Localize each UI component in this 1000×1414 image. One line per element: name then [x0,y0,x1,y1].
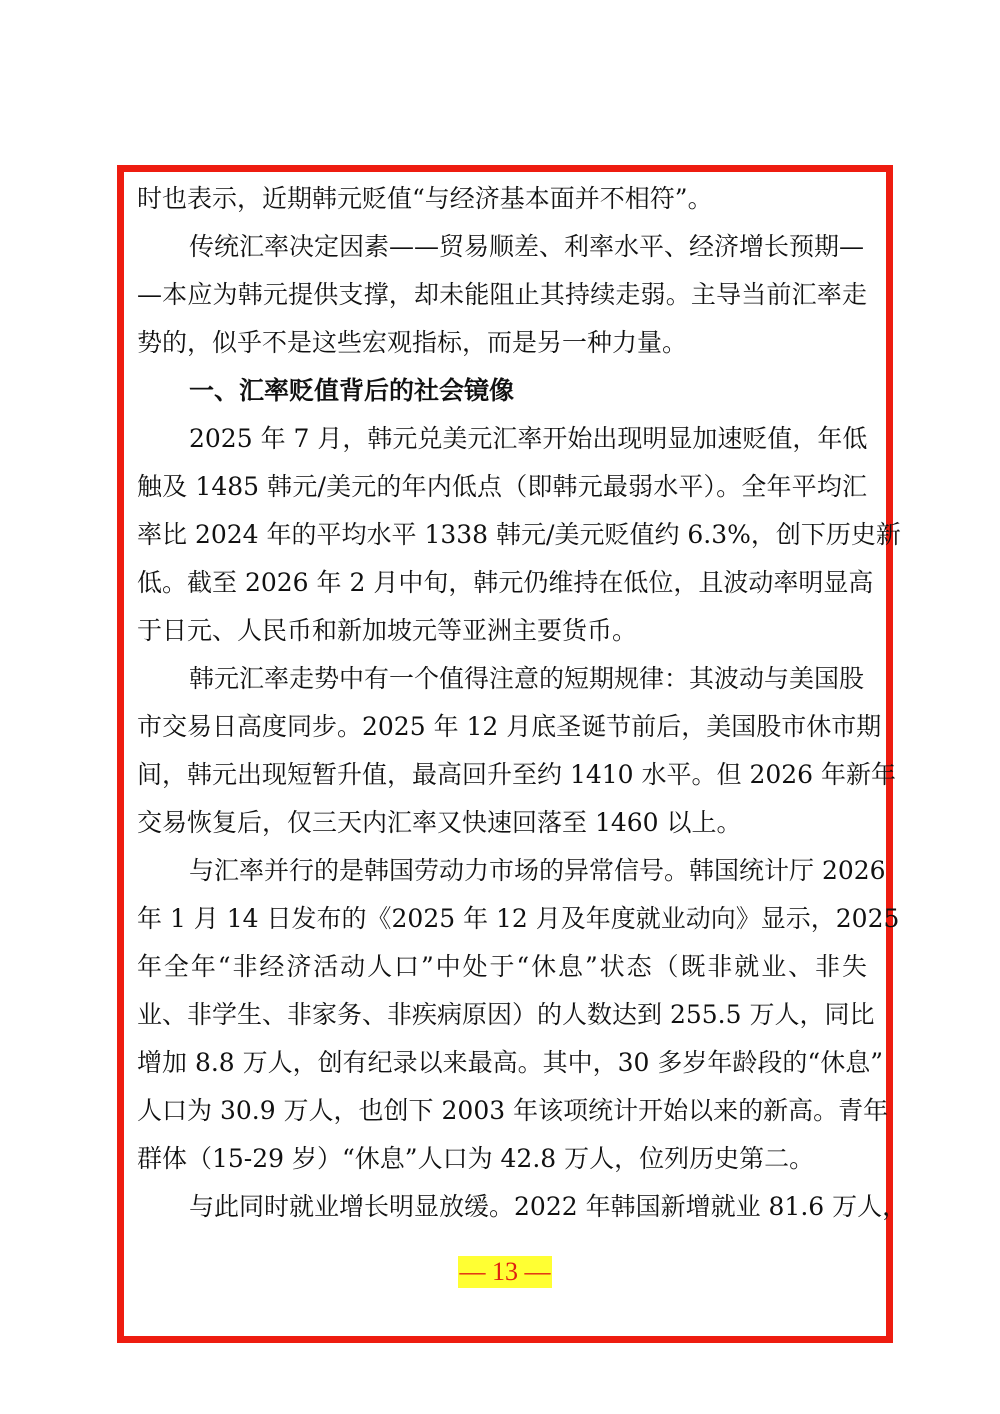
text-line: 传统汇率决定因素——贸易顺差、利率水平、经济增长预期— [189,232,865,261]
text-line: 2025 年 7 月，韩元兑美元汇率开始出现明显加速贬值，年低 [189,424,868,453]
text-line: 于日元、人民币和新加坡元等亚洲主要货币。 [137,616,638,645]
text-line: 交易恢复后，仅三天内汇率又快速回落至 1460 以上。 [137,808,742,837]
text-line: 年全年“非经济活动人口”中处于“休息”状态（既非就业、非失 [137,952,867,981]
text-line: 触及 1485 韩元/美元的年内低点（即韩元最弱水平）。全年平均汇 [137,472,867,501]
document-body [137,175,908,1231]
text-line: 增加 8.8 万人，创有纪录以来最高。其中，30 多岁年龄段的“休息” [137,1048,883,1077]
text-line: 韩元汇率走势中有一个值得注意的短期规律：其波动与美国股 [189,664,865,693]
text-line: 群体（15-29 岁）“休息”人口为 42.8 万人，位列历史第二。 [137,1144,815,1173]
text-line: 低。截至 2026 年 2 月中旬，韩元仍维持在低位，且波动率明显高 [137,568,874,597]
text-line: 业、非学生、非家务、非疾病原因）的人数达到 255.5 万人，同比 [137,1000,875,1029]
text-line: 间，韩元出现短暂升值，最高回升至约 1410 水平。但 2026 年新年 [137,760,897,789]
text-line: 时也表示，近期韩元贬值“与经济基本面并不相符”。 [137,184,713,213]
section-heading: 一、汇率贬值背后的社会镜像 [189,376,515,405]
text-line: 与汇率并行的是韩国劳动力市场的异常信号。韩国统计厅 2026 [189,856,886,885]
page-number: — 13 — [459,1257,551,1286]
text-line: 市交易日高度同步。2025 年 12 月底圣诞节前后，美国股市休市期 [137,712,882,741]
text-line: 与此同时就业增长明显放缓。2022 年韩国新增就业 81.6 万人， [189,1192,908,1221]
text-line: 势的，似乎不是这些宏观指标，而是另一种力量。 [137,328,688,357]
text-line: —本应为韩元提供支撑，却未能阻止其持续走弱。主导当前汇率走 [137,280,867,309]
text-line: 率比 2024 年的平均水平 1338 韩元/美元贬值约 6.3%，创下历史新 [137,520,901,549]
text-line: 年 1 月 14 日发布的《2025 年 12 月及年度就业动向》显示，2025 [137,904,900,933]
text-line: 人口为 30.9 万人，也创下 2003 年该项统计开始以来的新高。青年 [137,1096,889,1125]
